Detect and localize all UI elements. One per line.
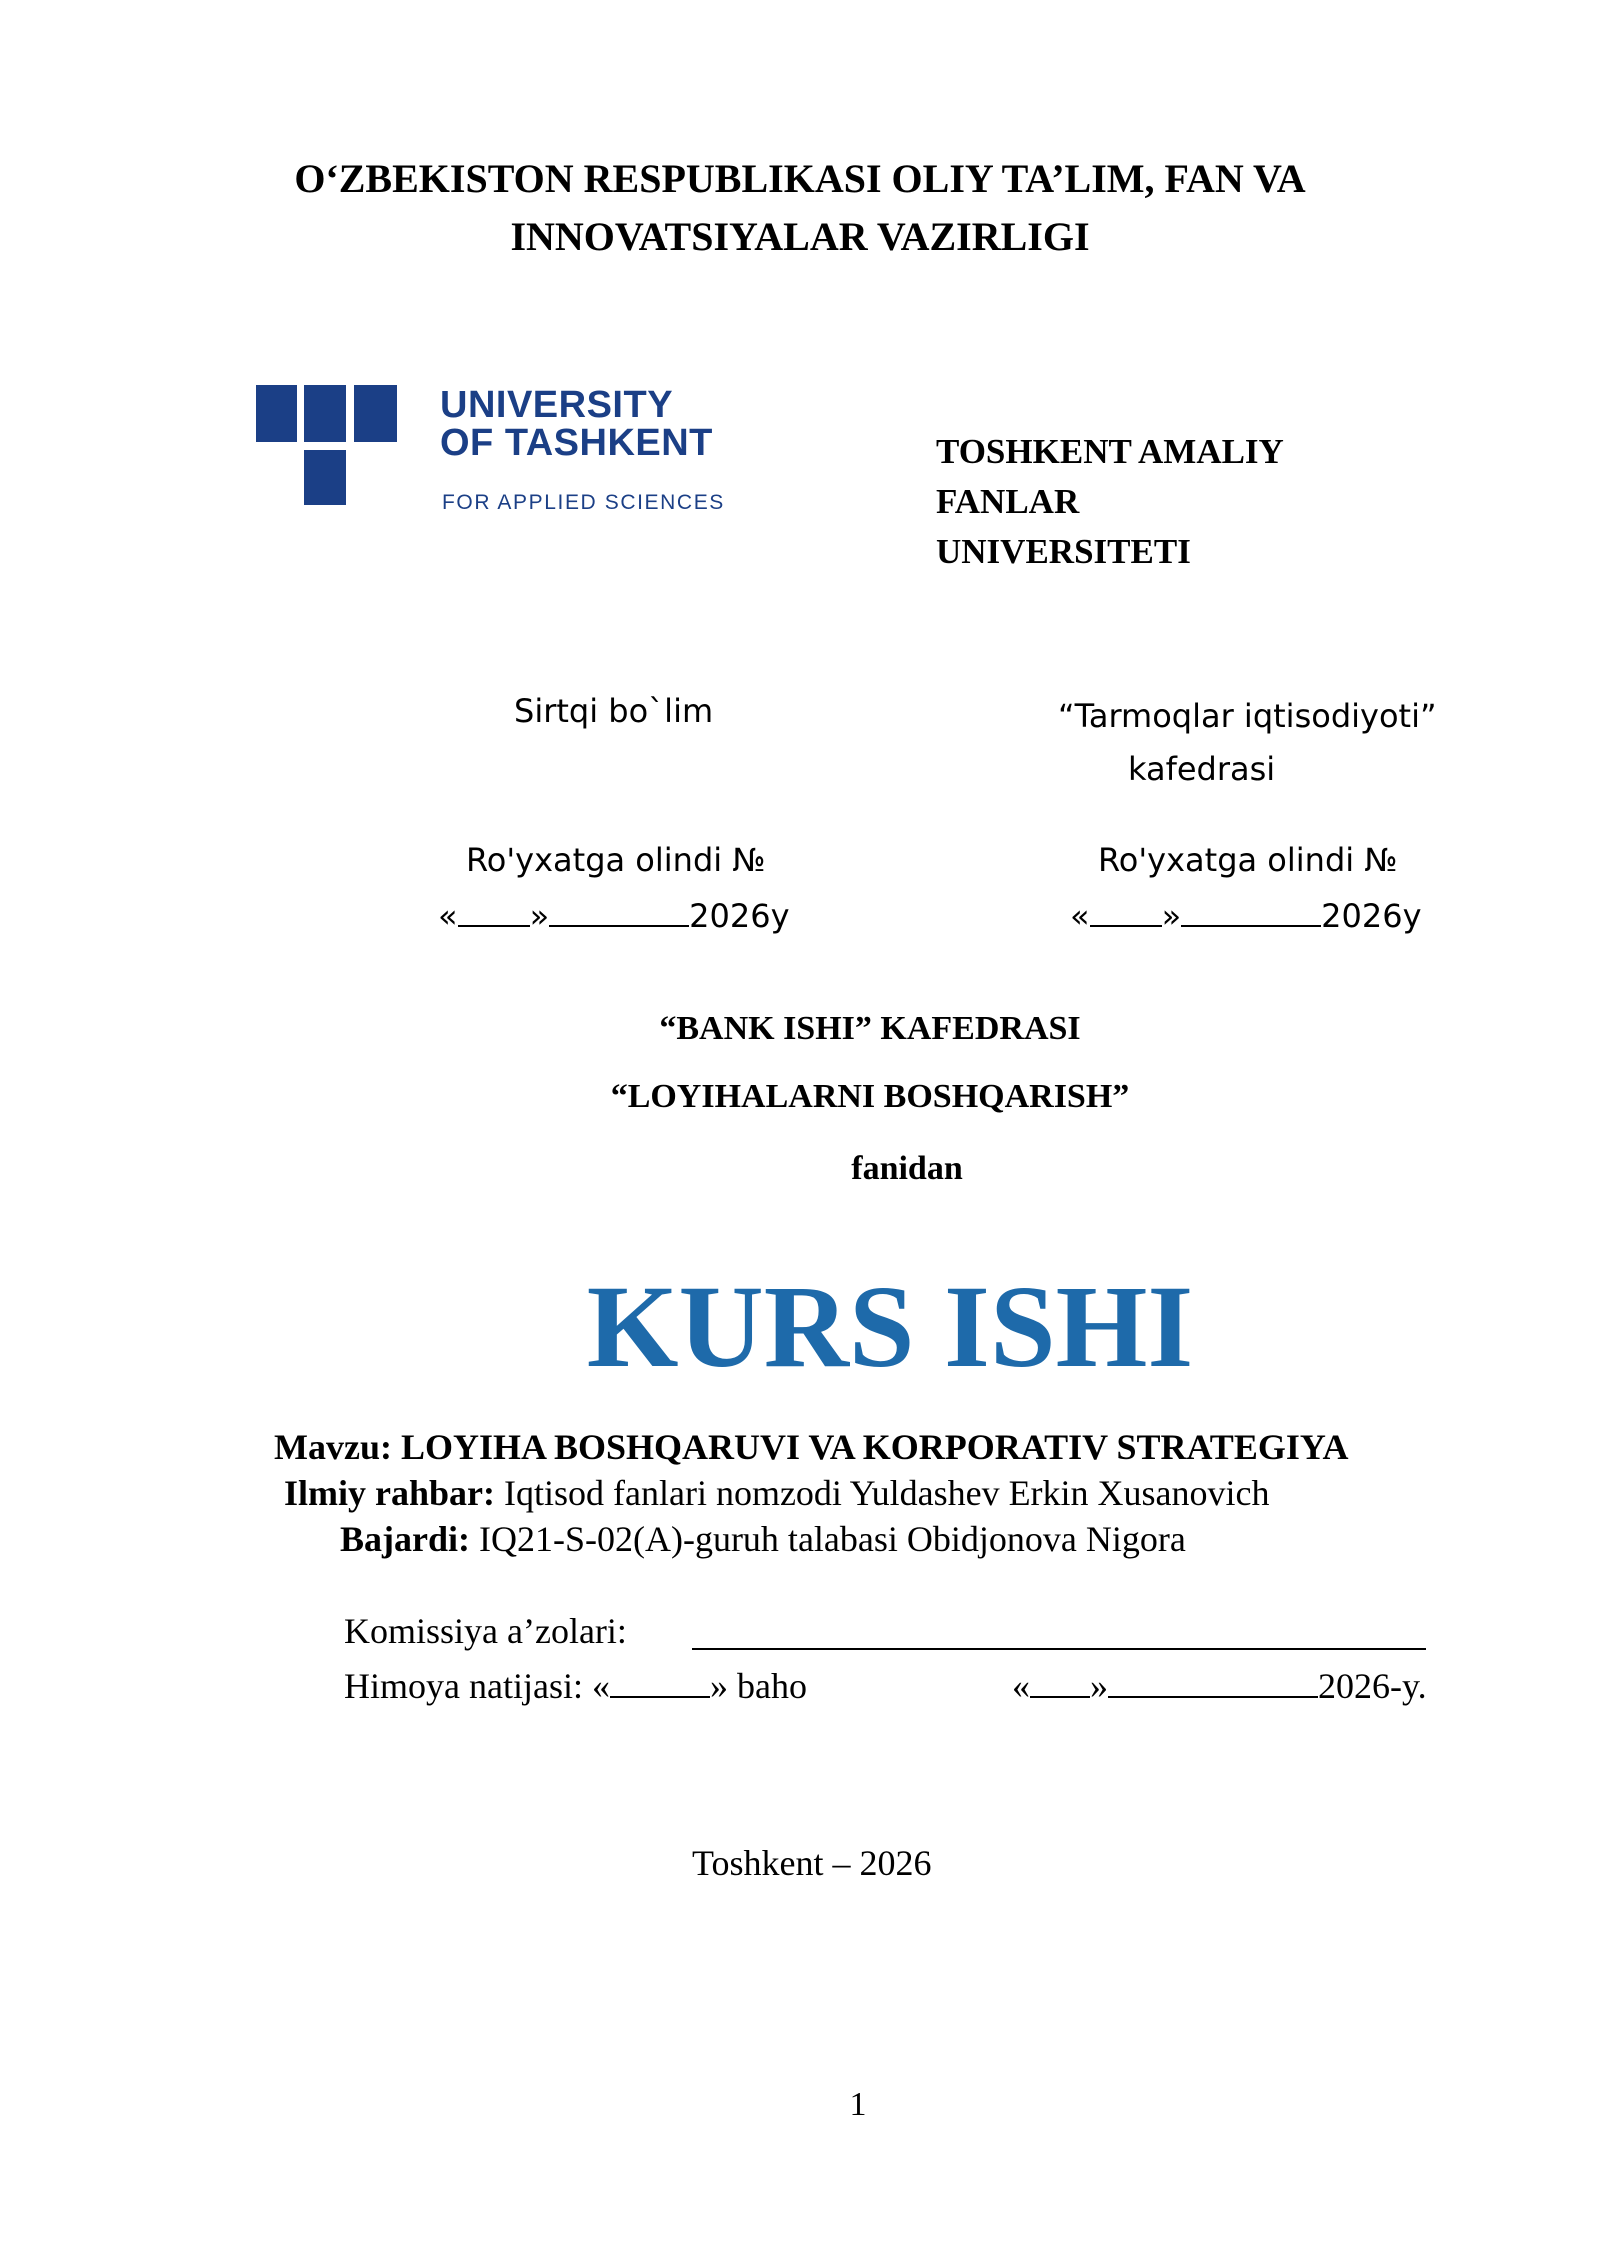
left-department: Sirtqi bo`lim xyxy=(514,692,714,730)
left-day-blank xyxy=(458,895,530,927)
advisor-line xyxy=(284,1472,1270,1514)
left-month-blank xyxy=(549,895,689,927)
right-day-blank xyxy=(1090,895,1162,927)
commission-members-label: Komissiya a’zolari: xyxy=(344,1611,627,1651)
logo-text-applied-sciences: FOR APPLIED SCIENCES xyxy=(442,491,725,514)
right-registered-label: Ro'yxatga olindi № xyxy=(1098,841,1398,879)
right-department-line-2: kafedrasi xyxy=(1128,750,1276,788)
left-registered-label: Ro'yxatga olindi № xyxy=(466,841,766,879)
defense-date-open: « xyxy=(1012,1666,1030,1706)
advisor-value: Iqtisod fanlari nomzodi Yuldashev Erkin Xusanovich xyxy=(504,1473,1270,1513)
left-open-quote: « xyxy=(438,897,458,935)
defense-date-line xyxy=(1012,1664,1427,1707)
defense-date-close: » xyxy=(1090,1666,1108,1706)
left-year: 2026y xyxy=(689,897,790,935)
topic-value: LOYIHA BOSHQARUVI VA KORPORATIV STRATEGIYA xyxy=(400,1427,1349,1467)
university-name-line-1: TOSHKENT AMALIY xyxy=(936,432,1284,471)
right-open-quote: « xyxy=(1070,897,1090,935)
performer-line xyxy=(340,1518,1186,1560)
university-name xyxy=(936,427,1284,577)
logo-square-1 xyxy=(256,385,297,442)
defense-day-blank xyxy=(1030,1664,1090,1698)
logo-text-university: UNIVERSITY xyxy=(440,384,674,426)
page-number: 1 xyxy=(849,2086,867,2123)
document-title: KURS ISHI xyxy=(586,1261,1194,1392)
performer-value: IQ21-S-02(A)-guruh talabasi Obidjonova Nigora xyxy=(479,1519,1186,1559)
right-registered-date xyxy=(1070,895,1422,936)
logo-text-of-tashkent: OF TASHKENT xyxy=(440,422,713,464)
right-close-quote: » xyxy=(1161,897,1182,935)
defense-result-after: » baho xyxy=(709,1666,807,1706)
right-year: 2026y xyxy=(1321,897,1422,935)
fanidan-label: fanidan xyxy=(851,1150,963,1187)
city-year: Toshkent – 2026 xyxy=(692,1843,932,1883)
university-name-line-2: FANLAR xyxy=(936,482,1080,521)
subject-heading: “LOYIHALARNI BOSHQARISH” xyxy=(610,1078,1130,1115)
left-registered-date xyxy=(438,895,790,936)
advisor-label: Ilmiy rahbar: xyxy=(284,1473,495,1513)
topic-label: Mavzu: xyxy=(274,1427,392,1467)
university-logo xyxy=(256,384,725,520)
university-name-line-3: UNIVERSITETI xyxy=(936,532,1191,571)
defense-result-label: Himoya natijasi: « xyxy=(344,1666,610,1706)
left-close-quote: » xyxy=(529,897,550,935)
ministry-line-1: O‘ZBEKISTON RESPUBLIKASI OLIY TA’LIM, FAN VA xyxy=(294,156,1306,201)
logo-square-2 xyxy=(304,385,346,442)
ministry-line-2: INNOVATSIYALAR VAZIRLIGI xyxy=(510,214,1090,259)
commission-members-line xyxy=(692,1648,1426,1650)
defense-result-line xyxy=(344,1664,807,1707)
kafedra-heading: “BANK ISHI” KAFEDRASI xyxy=(659,1010,1081,1047)
ministry-header xyxy=(0,150,1600,266)
right-department-line-1: “Tarmoqlar iqtisodiyoti” xyxy=(1058,697,1437,735)
logo-square-3 xyxy=(354,385,397,442)
logo-square-4 xyxy=(304,450,346,505)
defense-date-year: 2026-y. xyxy=(1318,1666,1427,1706)
topic-line xyxy=(274,1426,1349,1468)
defense-month-blank xyxy=(1108,1664,1318,1698)
performer-label: Bajardi: xyxy=(340,1519,470,1559)
right-month-blank xyxy=(1181,895,1321,927)
defense-grade-blank xyxy=(610,1664,710,1698)
